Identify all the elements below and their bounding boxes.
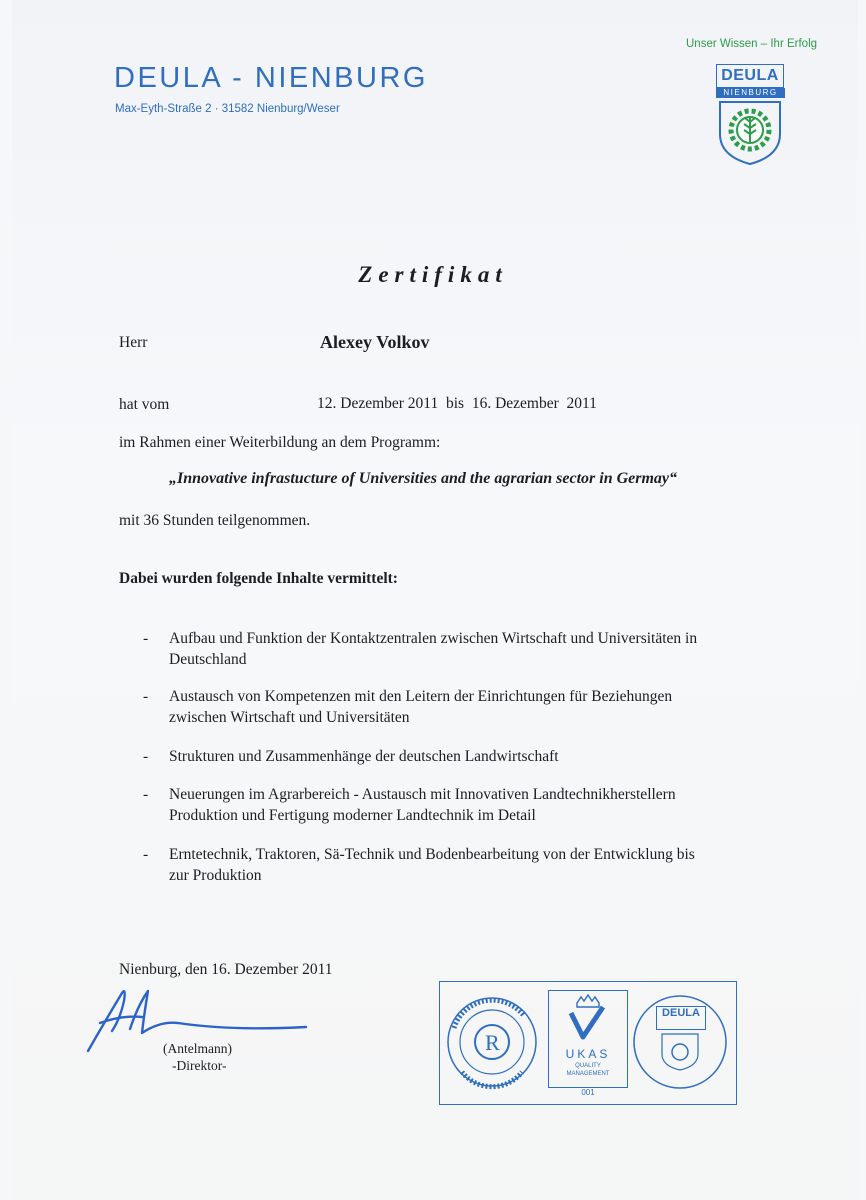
program-title: „Innovative infrastucture of Universities and the agrarian sector in Germay“ bbox=[169, 470, 678, 487]
ukas-title: UKAS bbox=[565, 1047, 611, 1061]
crown-tick-icon bbox=[549, 991, 627, 1045]
salutation: Herr bbox=[119, 334, 148, 351]
list-item-line: Austausch von Kompetenzen mit den Leitern der Einrichtungen für Beziehungen bbox=[169, 688, 673, 705]
ukas-line1: QUALITY bbox=[575, 1063, 601, 1069]
bullet-dash: - bbox=[143, 630, 149, 647]
certification-seals bbox=[439, 981, 737, 1105]
ukas-line2: MANAGEMENT bbox=[566, 1071, 610, 1077]
ukas-number: 001 bbox=[581, 1088, 595, 1097]
list-item-line: Neuerungen im Agrarbereich - Austausch mit Innovativen Landtechnikherstellern bbox=[169, 786, 676, 803]
hours-text: mit 36 Stunden teilgenommen. bbox=[119, 512, 311, 529]
bullet-dash: - bbox=[143, 688, 149, 705]
list-item-line: Strukturen und Zusammenhänge der deutschen Landwirtschaft bbox=[169, 748, 559, 765]
logo-word: DEULA bbox=[716, 64, 784, 88]
bullet-dash: - bbox=[143, 786, 149, 803]
list-item-line: zwischen Wirtschaft und Universitäten bbox=[169, 709, 410, 726]
contents-heading: Dabei wurden folgende Inhalte vermittelt: bbox=[119, 570, 398, 587]
program-context: im Rahmen einer Weiterbildung an dem Programm: bbox=[119, 434, 441, 451]
certificate-title: Zertifikat bbox=[358, 262, 508, 287]
mini-deula-logo: DEULA bbox=[656, 1006, 706, 1030]
logo-sub: NIENBURG bbox=[716, 88, 785, 98]
wheat-gear-emblem-icon bbox=[718, 100, 782, 166]
bullet-dash: - bbox=[143, 748, 149, 765]
institution-name: DEULA - NIENBURG bbox=[114, 62, 428, 94]
certificate-page bbox=[12, 0, 858, 1200]
signer-name: (Antelmann) bbox=[163, 1041, 232, 1056]
place-date: Nienburg, den 16. Dezember 2011 bbox=[119, 961, 333, 978]
list-item-line: Erntetechnik, Traktoren, Sä-Technik und Bodenbearbeitung von der Entwicklung bis bbox=[169, 846, 695, 863]
ukas-mark bbox=[548, 990, 628, 1088]
list-item-line: Deutschland bbox=[169, 651, 247, 668]
institution-address: Max-Eyth-Straße 2 · 31582 Nienburg/Weser bbox=[115, 103, 340, 115]
deula-logo bbox=[716, 64, 784, 168]
list-item-line: zur Produktion bbox=[169, 867, 262, 884]
list-item-line: Produktion und Fertigung moderner Landtechnik im Detail bbox=[169, 807, 536, 824]
bullet-dash: - bbox=[143, 846, 149, 863]
recipient-name: Alexey Volkov bbox=[320, 332, 430, 352]
slogan: Unser Wissen – Ihr Erfolg bbox=[686, 38, 818, 50]
period-label: hat vom bbox=[119, 396, 170, 413]
period-dates: 12. Dezember 2011 bis 16. Dezember 2011 bbox=[317, 395, 597, 412]
lloyds-register-seal-icon bbox=[440, 982, 540, 1104]
svg-text:R: R bbox=[485, 1030, 500, 1055]
signer-role: -Direktor- bbox=[172, 1058, 227, 1073]
list-item-line: Aufbau und Funktion der Kontaktzentralen zwischen Wirtschaft und Universitäten in bbox=[169, 630, 698, 647]
